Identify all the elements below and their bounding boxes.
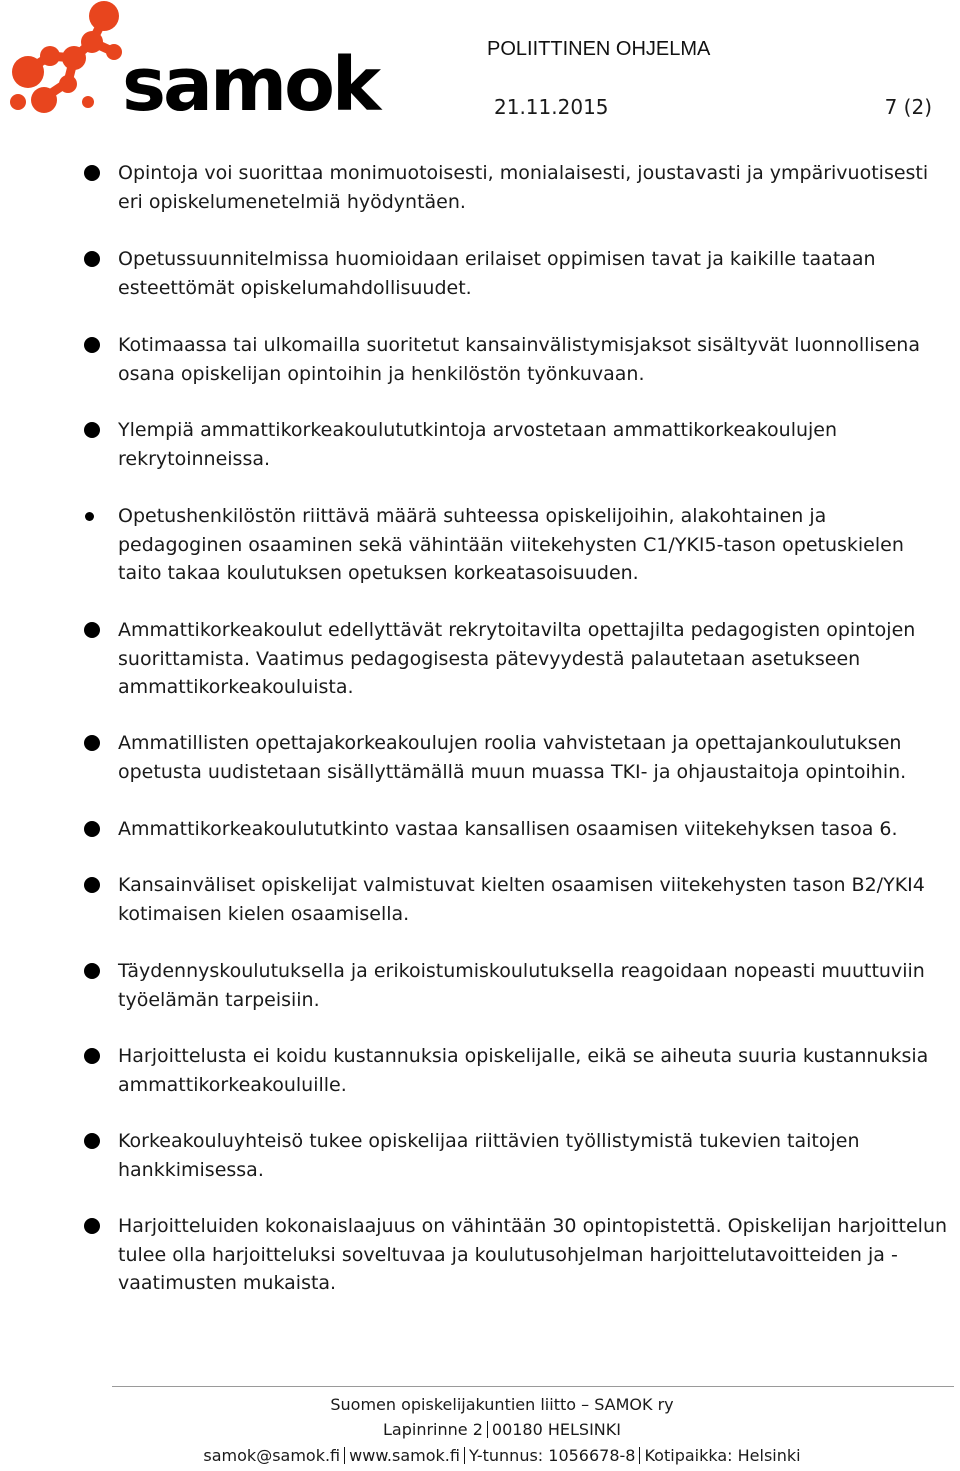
bullet-icon	[84, 877, 100, 893]
list-item	[118, 1212, 953, 1298]
list-item-text: Ammatillisten opettajakorkeakoulujen roolia vahvistetaan ja opettajankoulutuksen opetusta uudistetaan sisällyttämällä muun muassa TKI- ja ohjaustaitoja opintoihin.	[118, 732, 907, 783]
list-item	[118, 815, 953, 844]
bullet-icon	[84, 622, 100, 638]
list-item-text: Ammattikorkeakoulututkinto vastaa kansallisen osaamisen viitekehyksen tasoa 6.	[118, 818, 898, 840]
list-item-text: Harjoittelusta ei koidu kustannuksia opiskelijalle, eikä se aiheuta suuria kustannuksia ammattikorkeakouluille.	[118, 1045, 929, 1096]
bullet-icon	[84, 337, 100, 353]
document-date: 21.11.2015	[494, 95, 609, 119]
list-item	[118, 616, 953, 702]
list-item-text: Opetushenkilöstön riittävä määrä suhteessa opiskelijoihin, alakohtainen ja pedagoginen osaaminen sekä vähintään viitekehysten C1/YKI5-tason opetuskielen taito takaa koulutuksen opetuksen korkeatasoisuuden.	[118, 505, 904, 584]
bullet-icon	[84, 1048, 100, 1064]
bullet-icon	[84, 165, 100, 181]
page-number: 7 (2)	[884, 95, 932, 119]
footer-separator	[639, 1447, 640, 1464]
list-item	[118, 957, 953, 1014]
list-item-text: Ylempiä ammattikorkeakoulututkintoja arvostetaan ammattikorkeakoulujen rekrytoinneissa.	[118, 419, 838, 470]
list-item-text: Korkeakouluyhteisö tukee opiskelijaa riittävien työllistymistä tukevien taitojen hankkimisessa.	[118, 1130, 860, 1181]
footer-domicile: Kotipaikka: Helsinki	[644, 1446, 801, 1465]
samok-wordmark: samok	[122, 42, 379, 118]
footer-separator	[464, 1447, 465, 1464]
list-item	[118, 331, 953, 388]
document-type: POLIITTINEN OHJELMA	[487, 38, 711, 60]
bullet-icon	[84, 963, 100, 979]
list-item-text: Opintoja voi suorittaa monimuotoisesti, monialaisesti, joustavasti ja ympärivuotisesti eri opiskelumenetelmiä hyödyntäen.	[118, 162, 929, 213]
list-item	[118, 416, 953, 473]
footer-business-id: Y-tunnus: 1056678-8	[468, 1446, 636, 1465]
list-item	[118, 245, 953, 302]
list-item-text: Kotimaassa tai ulkomailla suoritetut kansainvälistymisjaksot sisältyvät luonnollisena osana opiskelijan opintoihin ja henkilöstön työnkuvaan.	[118, 334, 920, 385]
bullet-icon	[84, 735, 100, 751]
footer-separator	[344, 1447, 345, 1464]
bullet-icon	[84, 1218, 100, 1234]
footer-org: Suomen opiskelijakuntien liitto – SAMOK ry	[330, 1395, 674, 1414]
list-item	[118, 502, 953, 588]
samok-logo	[4, 0, 414, 118]
footer-contact-line	[112, 1446, 892, 1465]
bullet-icon	[84, 821, 100, 837]
samok-molecule-logo-icon	[4, 0, 414, 118]
list-item-text: Opetussuunnitelmissa huomioidaan erilaiset oppimisen tavat ja kaikille taataan esteettömät opiskelumahdollisuudet.	[118, 248, 876, 299]
footer-email-link[interactable]: samok@samok.fi	[203, 1446, 341, 1465]
list-item	[118, 1042, 953, 1099]
list-item	[118, 729, 953, 786]
footer-separator	[487, 1421, 488, 1438]
bullet-icon	[85, 512, 94, 521]
list-item	[118, 159, 953, 216]
bullet-icon	[84, 422, 100, 438]
list-item-text: Täydennyskoulutuksella ja erikoistumiskoulutuksella reagoidaan nopeasti muuttuviin työelämän tarpeisiin.	[118, 960, 925, 1011]
list-item-text: Harjoitteluiden kokonaislaajuus on vähintään 30 opintopistettä. Opiskelijan harjoittelun tulee olla harjoitteluksi soveltuvaa ja koulutusohjelman harjoittelutavoitteiden ja -vaatimusten mukaista.	[118, 1215, 948, 1294]
footer-web-link[interactable]: www.samok.fi	[349, 1446, 460, 1465]
list-item	[118, 871, 953, 928]
footer-street: Lapinrinne 2	[383, 1420, 483, 1439]
bullet-icon	[84, 251, 100, 267]
list-item-text: Ammattikorkeakoulut edellyttävät rekrytoitavilta opettajilta pedagogisten opintojen suorittamista. Vaatimus pedagogisesta pätevyydestä palautetaan asetukseen ammattikorkeakouluista.	[118, 619, 916, 698]
footer-divider	[112, 1386, 954, 1387]
list-item	[118, 1127, 953, 1184]
list-item-text: Kansainväliset opiskelijat valmistuvat kielten osaamisen viitekehysten tason B2/YKI4 kotimaisen kielen osaamisella.	[118, 874, 925, 925]
bullet-icon	[84, 1133, 100, 1149]
footer-postal: 00180 HELSINKI	[491, 1420, 621, 1439]
footer-address-line	[112, 1420, 892, 1439]
